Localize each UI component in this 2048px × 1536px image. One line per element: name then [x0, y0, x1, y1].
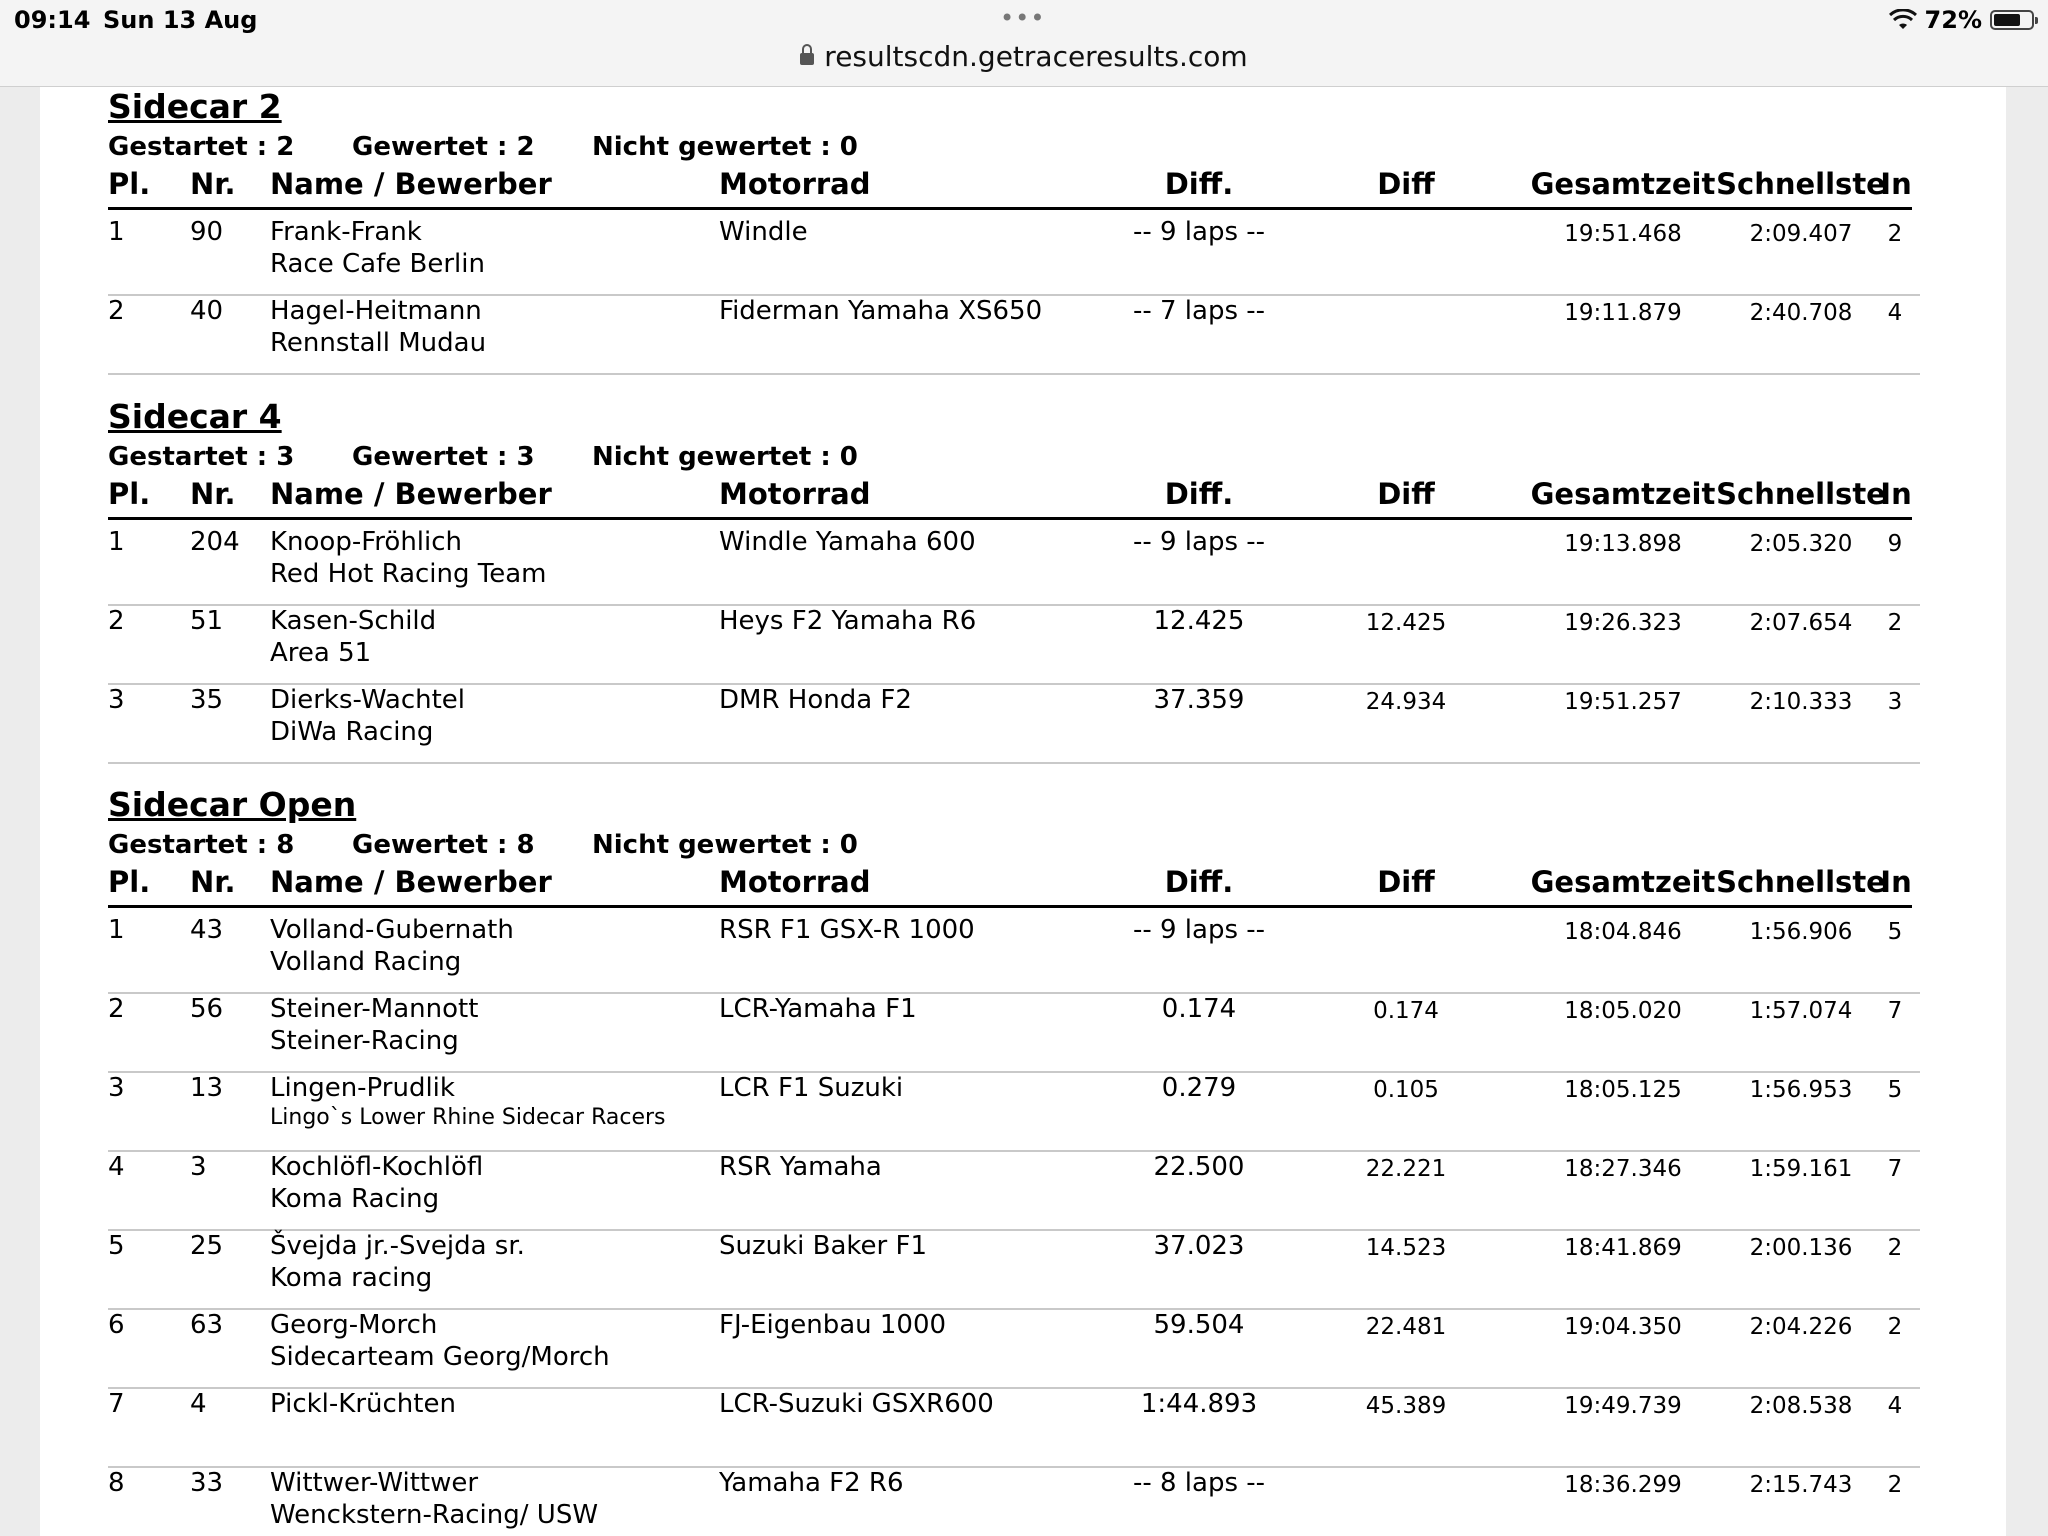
header-nr: Nr.: [190, 167, 236, 201]
cell-fast: 2:05.320: [1749, 531, 1853, 557]
cell-team: Sidecarteam Georg/Morch: [270, 1342, 610, 1372]
cell-pl: 2: [108, 296, 125, 326]
header-nr: Nr.: [190, 865, 236, 899]
cell-fast: 1:59.161: [1749, 1156, 1853, 1182]
lock-icon: [800, 53, 814, 65]
cell-pl: 1: [108, 217, 125, 247]
header-nr: Nr.: [190, 477, 236, 511]
cell-nr: 4: [190, 1389, 207, 1419]
header-name: Name / Bewerber: [270, 477, 552, 511]
cell-name: Pickl-Krüchten: [270, 1389, 456, 1419]
stat-started: Gestartet : 2: [108, 132, 295, 162]
cell-in: 9: [1887, 531, 1903, 557]
cell-diff2: 24.934: [1365, 689, 1447, 715]
cell-pl: 3: [108, 685, 125, 715]
cell-total: 19:11.879: [1564, 300, 1682, 326]
cell-moto: FJ-Eigenbau 1000: [719, 1310, 947, 1340]
cell-fast: 2:10.333: [1749, 689, 1853, 715]
cell-fast: 1:56.953: [1749, 1077, 1853, 1103]
cell-nr: 56: [190, 994, 224, 1024]
url-text: resultscdn.getraceresults.com: [824, 40, 1248, 73]
table-row: [108, 294, 1920, 375]
cell-name: Lingen-Prudlik: [270, 1073, 455, 1103]
cell-pl: 2: [108, 994, 125, 1024]
cell-diff1: 37.359: [1153, 685, 1245, 715]
cell-name: Georg-Morch: [270, 1310, 438, 1340]
header-in: In: [1880, 167, 1912, 201]
cell-team: Area 51: [270, 638, 372, 668]
table-row: [108, 1229, 1920, 1310]
table-row: [108, 1150, 1920, 1231]
cell-name: Švejda jr.-Svejda sr.: [270, 1231, 525, 1261]
cell-name: Kochlöfl-Kochlöfl: [270, 1152, 484, 1182]
header-diff2: Diff: [1377, 865, 1435, 899]
cell-name: Frank-Frank: [270, 217, 422, 247]
cell-diff2: 14.523: [1365, 1235, 1447, 1261]
cell-total: 18:27.346: [1564, 1156, 1682, 1182]
header-diff2: Diff: [1377, 167, 1435, 201]
table-row: [108, 1308, 1920, 1389]
cell-pl: 1: [108, 915, 125, 945]
section-title: Sidecar 4: [108, 397, 282, 436]
cell-pl: 6: [108, 1310, 125, 1340]
header-diff1: Diff.: [1164, 865, 1234, 899]
cell-diff2: 0.105: [1373, 1077, 1439, 1103]
table-row: [108, 215, 1920, 296]
cell-name: Wittwer-Wittwer: [270, 1468, 479, 1498]
cell-pl: 3: [108, 1073, 125, 1103]
cell-fast: 2:08.538: [1749, 1393, 1853, 1419]
header-moto: Motorrad: [719, 865, 871, 899]
cell-fast: 2:04.226: [1749, 1314, 1853, 1340]
results-section: [108, 785, 1963, 1536]
cell-fast: 2:09.407: [1749, 221, 1853, 247]
cell-in: 2: [1887, 610, 1903, 636]
table-header: [108, 167, 1912, 210]
status-right: [1889, 6, 2034, 34]
table-row: [108, 683, 1920, 764]
cell-team: Red Hot Racing Team: [270, 559, 547, 589]
cell-diff2: 45.389: [1365, 1393, 1447, 1419]
cell-total: 19:26.323: [1564, 610, 1682, 636]
table-row: [108, 525, 1920, 606]
header-diff1: Diff.: [1164, 167, 1234, 201]
cell-moto: DMR Honda F2: [719, 685, 912, 715]
cell-total: 18:05.020: [1564, 998, 1682, 1024]
cell-diff2: 12.425: [1365, 610, 1447, 636]
cell-team: DiWa Racing: [270, 717, 434, 747]
header-diff1: Diff.: [1164, 477, 1234, 511]
cell-total: 19:04.350: [1564, 1314, 1682, 1340]
cell-diff1: 0.174: [1161, 994, 1237, 1024]
cell-moto: Suzuki Baker F1: [719, 1231, 927, 1261]
cell-diff1: 22.500: [1153, 1152, 1245, 1182]
cell-diff2: 22.221: [1365, 1156, 1447, 1182]
stat-started: Gestartet : 3: [108, 442, 295, 472]
cell-nr: 51: [190, 606, 224, 636]
date: Sun 13 Aug: [103, 6, 258, 34]
cell-team: Volland Racing: [270, 947, 462, 977]
cell-total: 18:41.869: [1564, 1235, 1682, 1261]
battery-level: [1994, 14, 2020, 26]
header-name: Name / Bewerber: [270, 167, 552, 201]
cell-name: Knoop-Fröhlich: [270, 527, 463, 557]
cell-diff1: -- 7 laps --: [1132, 296, 1266, 326]
cell-in: 5: [1887, 919, 1903, 945]
cell-nr: 63: [190, 1310, 224, 1340]
cell-nr: 25: [190, 1231, 224, 1261]
stat-started: Gestartet : 8: [108, 830, 295, 860]
header-diff2: Diff: [1377, 477, 1435, 511]
multitask-dots-icon[interactable]: •••: [1000, 4, 1046, 32]
cell-team: Rennstall Mudau: [270, 328, 487, 358]
cell-pl: 1: [108, 527, 125, 557]
table-row: [108, 1387, 1920, 1468]
wifi-icon: [1889, 9, 1917, 31]
cell-in: 5: [1887, 1077, 1903, 1103]
stat-not-classified: Nicht gewertet : 0: [592, 132, 858, 162]
cell-fast: 2:40.708: [1749, 300, 1853, 326]
cell-moto: Windle Yamaha 600: [719, 527, 976, 557]
cell-pl: 4: [108, 1152, 125, 1182]
cell-moto: RSR Yamaha: [719, 1152, 882, 1182]
cell-team: Steiner-Racing: [270, 1026, 459, 1056]
cell-team: Lingo`s Lower Rhine Sidecar Racers: [270, 1105, 666, 1130]
stat-classified: Gewertet : 2: [352, 132, 535, 162]
table-row: [108, 1466, 1920, 1536]
cell-name: Steiner-Mannott: [270, 994, 479, 1024]
cell-fast: 2:00.136: [1749, 1235, 1853, 1261]
table-row: [108, 1071, 1920, 1152]
results-section: [108, 397, 1963, 772]
cell-moto: LCR-Suzuki GSXR600: [719, 1389, 994, 1419]
cell-total: 19:13.898: [1564, 531, 1682, 557]
header-total: Gesamtzeit: [1530, 477, 1716, 511]
cell-pl: 2: [108, 606, 125, 636]
cell-in: 4: [1887, 300, 1903, 326]
cell-team: Wenckstern-Racing/ USW: [270, 1500, 599, 1530]
cell-name: Dierks-Wachtel: [270, 685, 466, 715]
results-section: [108, 87, 1963, 383]
header-pl: Pl.: [108, 167, 151, 201]
cell-pl: 8: [108, 1468, 125, 1498]
cell-nr: 33: [190, 1468, 224, 1498]
cell-total: 18:05.125: [1564, 1077, 1682, 1103]
cell-fast: 1:57.074: [1749, 998, 1853, 1024]
table-row: [108, 604, 1920, 685]
cell-diff1: 0.279: [1161, 1073, 1237, 1103]
cell-in: 2: [1887, 1314, 1903, 1340]
cell-in: 4: [1887, 1393, 1903, 1419]
cell-total: 18:36.299: [1564, 1472, 1682, 1498]
cell-moto: LCR-Yamaha F1: [719, 994, 917, 1024]
cell-diff2: 0.174: [1373, 998, 1439, 1024]
battery-icon: [1990, 10, 2034, 30]
header-moto: Motorrad: [719, 477, 871, 511]
cell-total: 19:49.739: [1564, 1393, 1682, 1419]
table-row: [108, 992, 1920, 1073]
header-total: Gesamtzeit: [1530, 167, 1716, 201]
cell-total: 19:51.468: [1564, 221, 1682, 247]
cell-team: Koma Racing: [270, 1184, 440, 1214]
cell-in: 7: [1887, 1156, 1903, 1182]
cell-in: 2: [1887, 1235, 1903, 1261]
cell-diff1: 59.504: [1153, 1310, 1245, 1340]
stat-classified: Gewertet : 8: [352, 830, 535, 860]
cell-nr: 40: [190, 296, 224, 326]
address-bar[interactable]: [0, 40, 2048, 73]
section-title: Sidecar Open: [108, 785, 357, 824]
cell-total: 19:51.257: [1564, 689, 1682, 715]
cell-diff1: -- 9 laps --: [1132, 915, 1266, 945]
battery-percent: 72%: [1924, 6, 1982, 34]
cell-team: Race Cafe Berlin: [270, 249, 485, 279]
table-header: [108, 477, 1912, 520]
clock: 09:14: [14, 6, 91, 34]
cell-moto: Windle: [719, 217, 808, 247]
cell-nr: 35: [190, 685, 224, 715]
cell-fast: 2:07.654: [1749, 610, 1853, 636]
cell-moto: LCR F1 Suzuki: [719, 1073, 904, 1103]
cell-team: Koma racing: [270, 1263, 433, 1293]
cell-pl: 5: [108, 1231, 125, 1261]
cell-diff1: -- 8 laps --: [1132, 1468, 1266, 1498]
cell-total: 18:04.846: [1564, 919, 1682, 945]
header-moto: Motorrad: [719, 167, 871, 201]
header-fast: Schnellste: [1716, 865, 1886, 899]
header-fast: Schnellste: [1716, 167, 1886, 201]
cell-name: Hagel-Heitmann: [270, 296, 482, 326]
header-pl: Pl.: [108, 865, 151, 899]
cell-diff1: 12.425: [1153, 606, 1245, 636]
cell-diff1: 1:44.893: [1140, 1389, 1258, 1419]
cell-nr: 13: [190, 1073, 224, 1103]
header-in: In: [1880, 477, 1912, 511]
header-in: In: [1880, 865, 1912, 899]
cell-fast: 2:15.743: [1749, 1472, 1853, 1498]
header-pl: Pl.: [108, 477, 151, 511]
cell-diff1: -- 9 laps --: [1132, 527, 1266, 557]
cell-in: 7: [1887, 998, 1903, 1024]
stat-not-classified: Nicht gewertet : 0: [592, 442, 858, 472]
status-bar: [0, 0, 2048, 87]
cell-in: 2: [1887, 1472, 1903, 1498]
cell-diff1: 37.023: [1153, 1231, 1245, 1261]
cell-name: Volland-Gubernath: [270, 915, 514, 945]
header-fast: Schnellste: [1716, 477, 1886, 511]
cell-moto: Yamaha F2 R6: [719, 1468, 904, 1498]
header-total: Gesamtzeit: [1530, 865, 1716, 899]
stat-not-classified: Nicht gewertet : 0: [592, 830, 858, 860]
cell-name: Kasen-Schild: [270, 606, 437, 636]
cell-moto: Heys F2 Yamaha R6: [719, 606, 977, 636]
results-page: [40, 87, 2006, 1536]
cell-nr: 3: [190, 1152, 207, 1182]
cell-fast: 1:56.906: [1749, 919, 1853, 945]
cell-diff1: -- 9 laps --: [1132, 217, 1266, 247]
cell-pl: 7: [108, 1389, 125, 1419]
table-header: [108, 865, 1912, 908]
stat-classified: Gewertet : 3: [352, 442, 535, 472]
table-row: [108, 913, 1920, 994]
cell-moto: Fiderman Yamaha XS650: [719, 296, 1043, 326]
cell-diff2: 22.481: [1365, 1314, 1447, 1340]
cell-nr: 43: [190, 915, 224, 945]
cell-nr: 90: [190, 217, 224, 247]
header-name: Name / Bewerber: [270, 865, 552, 899]
cell-in: 2: [1887, 221, 1903, 247]
cell-nr: 204: [190, 527, 240, 557]
cell-in: 3: [1887, 689, 1903, 715]
section-title: Sidecar 2: [108, 87, 282, 126]
cell-moto: RSR F1 GSX-R 1000: [719, 915, 975, 945]
